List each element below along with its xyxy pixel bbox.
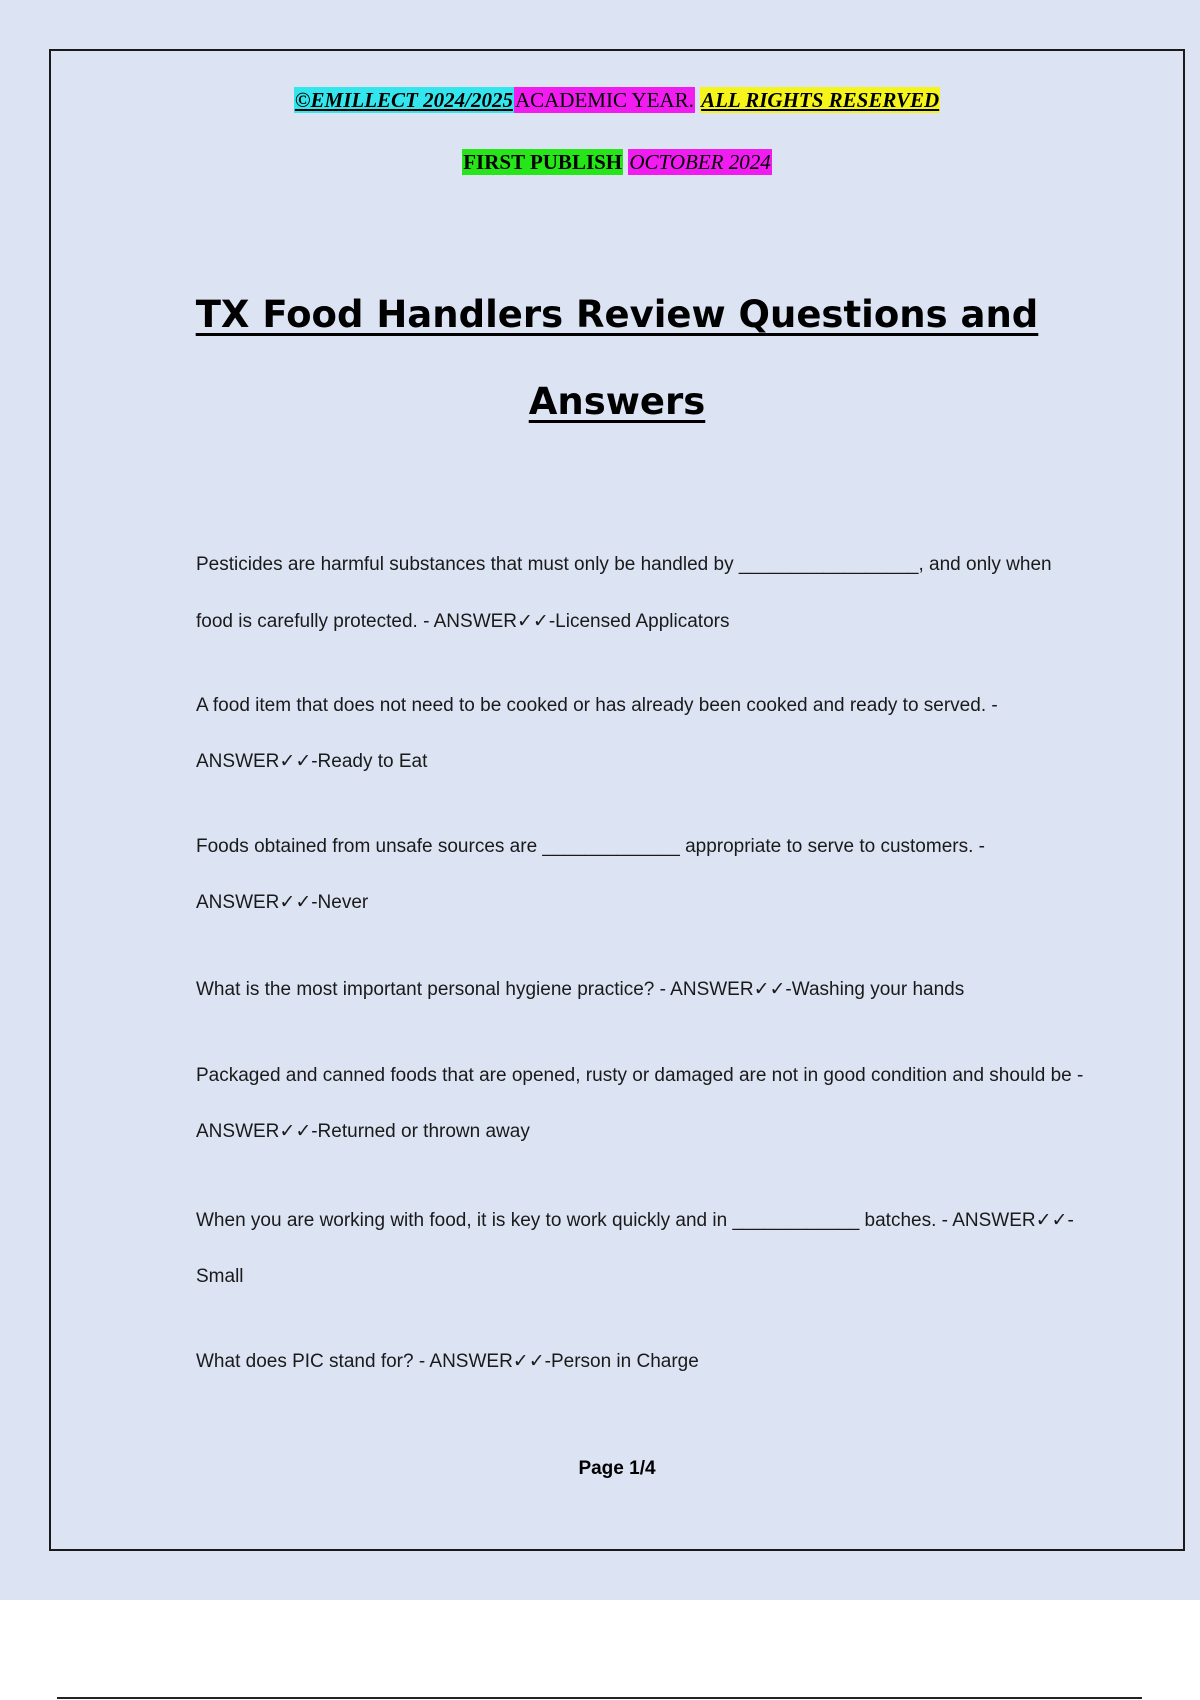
answer-line: ANSWER✓✓-Never: [196, 892, 369, 913]
academic-year-highlight: ACADEMIC YEAR.: [514, 88, 694, 112]
first-publish-highlight: FIRST PUBLISH: [463, 150, 623, 174]
question-line: When you are working with food, it is key to work quickly and in ____________ batches. - ANSWER✓✓-: [196, 1210, 1074, 1231]
document-title-text: Answers: [528, 380, 706, 423]
question-line: Pesticides are harmful substances that must only be handled by _________________, and only when: [196, 554, 1052, 575]
document-page: [49, 49, 1185, 1551]
question-line: Foods obtained from unsafe sources are _____________ appropriate to serve to customers. -: [196, 836, 985, 857]
answer-line: ANSWER✓✓-Returned or thrown away: [196, 1121, 530, 1142]
question-line: A food item that does not need to be cooked or has already been cooked and ready to served. -: [196, 695, 998, 716]
publish-banner: [51, 149, 1183, 175]
document-title-line-1: [51, 293, 1183, 337]
document-title-line-2: [51, 380, 1183, 424]
answer-line: ANSWER✓✓-Ready to Eat: [196, 751, 428, 772]
publish-date-highlight: OCTOBER 2024: [629, 150, 771, 174]
question-line: Packaged and canned foods that are opened, rusty or damaged are not in good condition and should be -: [196, 1065, 1084, 1086]
rights-reserved-highlight: ALL RIGHTS RESERVED: [701, 88, 940, 112]
question-line: What is the most important personal hygiene practice? - ANSWER✓✓-Washing your hands: [196, 979, 965, 1000]
copyright-highlight: ©EMILLECT 2024/2025: [294, 88, 513, 112]
copyright-banner: [51, 87, 1183, 113]
question-line: What does PIC stand for? - ANSWER✓✓-Person in Charge: [196, 1351, 699, 1372]
answer-line: food is carefully protected. - ANSWER✓✓-Licensed Applicators: [196, 611, 730, 632]
page-number: Page 1/4: [578, 1458, 656, 1479]
document-title-text: TX Food Handlers Review Questions and: [195, 293, 1039, 336]
next-page-rule: [57, 1697, 1142, 1699]
answer-line: Small: [196, 1266, 244, 1287]
